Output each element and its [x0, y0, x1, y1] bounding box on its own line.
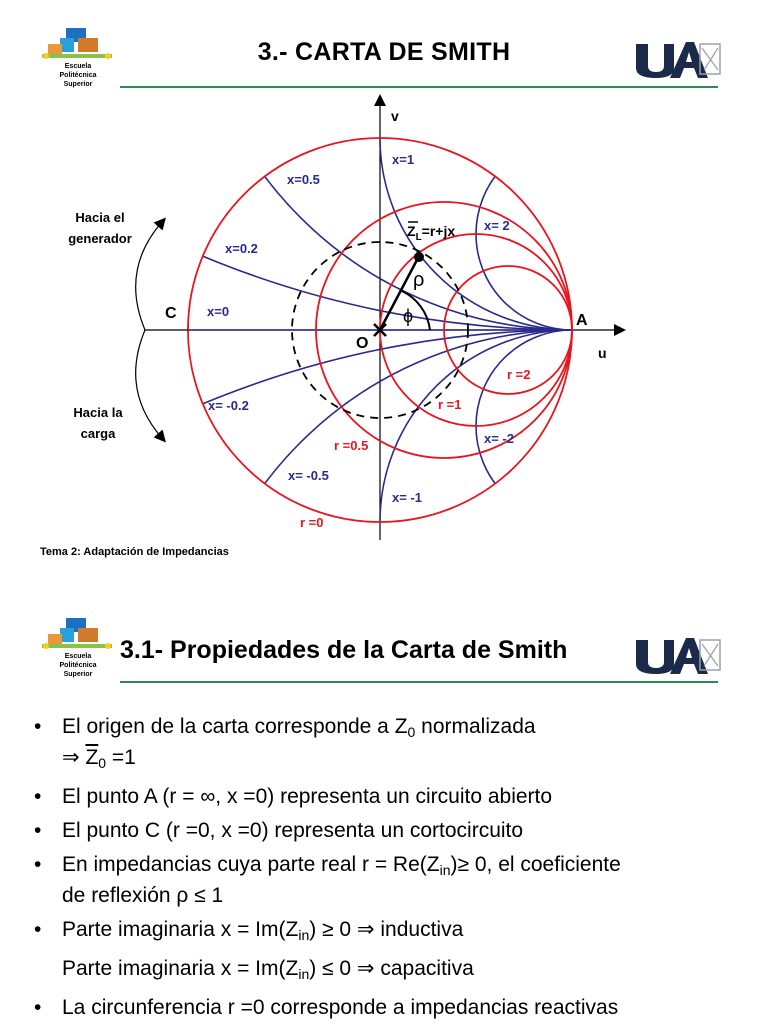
label-r0: r =0	[300, 515, 324, 530]
x-arc-m05	[188, 330, 768, 580]
toward-generator-arrow	[136, 222, 162, 330]
label-xm02: x= -0.2	[208, 398, 249, 413]
x-arc-m02	[0, 330, 768, 580]
logo-line1: Escuela	[64, 63, 92, 70]
label-r1: r =1	[438, 397, 462, 412]
label-xm1: x= -1	[392, 490, 422, 505]
slide2-title: 3.1- Propiedades de la Carta de Smith	[120, 636, 568, 664]
slide-properties	[0, 580, 768, 1024]
zl-label: $Z_L=r+jx$	[407, 223, 456, 243]
properties-list	[30, 714, 740, 1029]
toward-load-line2: carga	[80, 426, 116, 441]
x-arc-m1	[380, 330, 764, 580]
bullet-dot: •	[34, 918, 42, 941]
slide1-footer: Tema 2: Adaptación de Impedancias	[40, 546, 229, 558]
bullet-dot: •	[34, 996, 42, 1019]
x-arc-1	[380, 0, 764, 330]
bullet-dot: •	[34, 853, 42, 876]
list-item-continuation: ⇒ $\overline{Z}_0 =1$	[62, 746, 136, 771]
logo-line2: Politécnica	[59, 662, 97, 669]
axis-u-label: u	[598, 345, 607, 361]
bullet-dot: •	[34, 785, 42, 808]
toward-gen-line2: generador	[68, 231, 132, 246]
list-item-continuation: de reflexión ρ ≤ 1	[62, 884, 224, 907]
ua-logo	[634, 636, 724, 676]
label-x0: x=0	[207, 304, 230, 319]
list-item: • El origen de la carta corresponde a $Z_0$ normalizada ⇒ $\overline{Z}_0 =1$	[30, 714, 740, 776]
label-r05: r =0.5	[334, 438, 369, 453]
logo-line2: Politécnica	[59, 72, 97, 79]
point-o-label: O	[356, 335, 369, 352]
list-item-continuation: Parte imaginaria $x = Im(Z_{in}) \le 0$ ⇒ capacitiva	[62, 957, 474, 982]
point-c-label: C	[165, 305, 177, 322]
x-arc-m2	[476, 330, 668, 522]
logo-line3: Superior	[63, 81, 93, 88]
label-x1: x=1	[392, 152, 415, 167]
bullet-dot: •	[34, 819, 42, 842]
logo-line3: Superior	[63, 671, 93, 678]
point-a-label: A	[576, 312, 588, 329]
slide1-title: 3.- CARTA DE SMITH	[257, 38, 511, 66]
label-x2: x= 2	[484, 218, 510, 233]
axis-v-label: v	[391, 108, 399, 124]
eps-logo	[38, 618, 120, 680]
label-xm05: x= -0.5	[288, 468, 329, 483]
toward-load-arrow	[136, 330, 162, 438]
label-xm2: x= -2	[484, 431, 514, 446]
label-x05: x=0.5	[287, 172, 320, 187]
bullet-dot: •	[34, 715, 42, 738]
zl-point	[414, 252, 424, 262]
phi-symbol: ϕ	[403, 306, 414, 326]
list-item: • El punto C (r =0, x =0) representa un cortocircuito	[34, 819, 524, 842]
x-arc-2	[476, 138, 668, 330]
rho-symbol: ρ	[413, 269, 425, 291]
slide2-title-rule	[120, 681, 718, 683]
list-item: • Parte imaginaria $x = Im(Z_{in}) \ge 0$ ⇒ inductiva Parte imaginaria $x = Im(Z_{in}) \le 0$ ⇒ capacitiva	[30, 917, 740, 987]
label-r2: r =2	[507, 367, 531, 382]
list-item: • En impedancias cuya parte real $r = Re(Z_{in})\ge 0$, el coeficiente de reflexión ρ ≤ 1	[30, 852, 740, 909]
toward-load-line1: Hacia la	[73, 405, 123, 420]
list-item: • El punto A (r = ∞, x =0) representa un circuito abierto	[34, 785, 553, 808]
toward-gen-line1: Hacia el	[75, 210, 125, 225]
list-item: • La circunferencia r =0 corresponde a impedancias reactivas	[34, 996, 619, 1019]
label-x02: x=0.2	[225, 241, 258, 256]
logo-line1: Escuela	[64, 653, 92, 660]
